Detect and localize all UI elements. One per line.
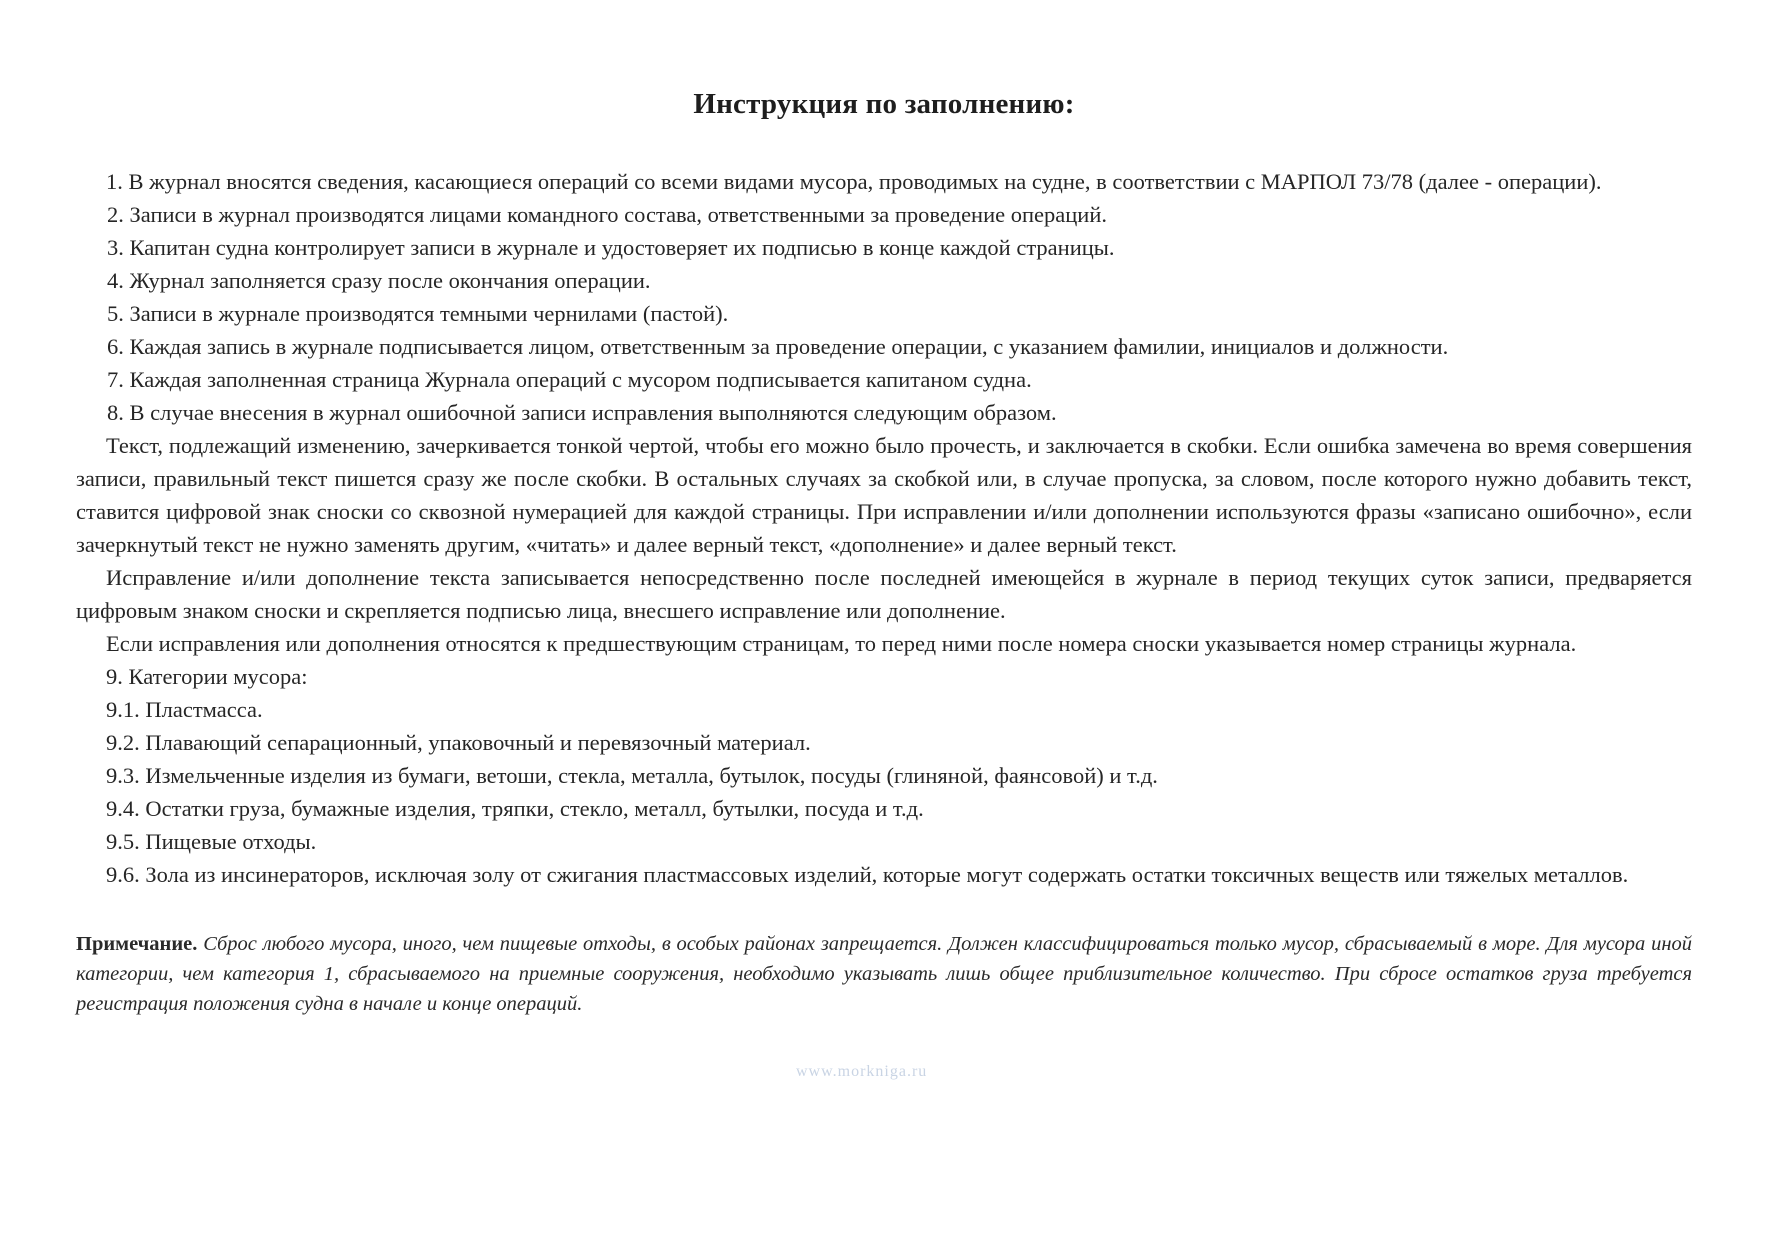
instruction-item-4: 4. Журнал заполняется сразу после окончания операции. (107, 268, 651, 293)
instruction-page (76, 88, 1692, 1019)
category-item-2: 9.2. Плавающий сепарационный, упаковочный и перевязочный материал. (106, 730, 811, 755)
correction-paragraph-1: Текст, подлежащий изменению, зачеркивается тонкой чертой, чтобы его можно было прочесть, и заключается в скобки. Если ошибка замечена во время совершения записи, правильный текст пишется сразу же после скобки. В остальных случаях за скобкой или, в случае пропуска, за словом, после которого нужно добавить текст, ставится цифровой знак сноски со сквозной нумерацией для каждой страницы. При исправлении и/или дополнении используются фразы «записано ошибочно», если зачеркнутый текст не нужно заменять другим, «читать» и далее верный текст, «дополнение» и далее верный текст. (76, 433, 1692, 557)
category-item-1: 9.1. Пластмасса. (106, 697, 263, 722)
category-item-6: 9.6. Зола из инсинераторов, исключая золу от сжигания пластмассовых изделий, которые могут содержать остатки токсичных веществ или тяжелых металлов. (106, 862, 1629, 887)
page-title: Инструкция по заполнению: (693, 88, 1075, 120)
category-item-4: 9.4. Остатки груза, бумажные изделия, тряпки, стекло, металл, бутылки, посуда и т.д. (106, 796, 924, 821)
category-item-5: 9.5. Пищевые отходы. (106, 829, 317, 854)
instruction-item-8: 8. В случае внесения в журнал ошибочной записи исправления выполняются следующим образом. (107, 400, 1057, 425)
note-label: Примечание. (76, 933, 198, 955)
correction-paragraph-2: Исправление и/или дополнение текста записывается непосредственно после последней имеющейся в журнале в период текущих суток записи, предваряется цифровым знаком сноски и скрепляется подписью лица, внесшего исправление или дополнение. (76, 565, 1692, 623)
instruction-item-3: 3. Капитан судна контролирует записи в журнале и удостоверяет их подписью в конце каждой страницы. (107, 235, 1115, 260)
watermark: www.morkniga.ru (796, 1063, 928, 1080)
category-item-3: 9.3. Измельченные изделия из бумаги, ветоши, стекла, металла, бутылок, посуды (глиняной, фаянсовой) и т.д. (106, 763, 1158, 788)
instruction-item-7: 7. Каждая заполненная страница Журнала операций с мусором подписывается капитаном судна. (107, 367, 1032, 392)
correction-paragraph-3: Если исправления или дополнения относятся к предшествующим страницам, то перед ними после номера сноски указывается номер страницы журнала. (106, 631, 1577, 656)
instruction-body (76, 165, 1692, 891)
instruction-item-1: 1. В журнал вносятся сведения, касающиеся операций со всеми видами мусора, проводимых на судне, в соответствии с МАРПОЛ 73/78 (далее - операции). (106, 169, 1602, 194)
categories-heading: 9. Категории мусора: (106, 664, 308, 689)
note-block (76, 929, 1692, 1019)
instruction-item-5: 5. Записи в журнале производятся темными чернилами (пастой). (107, 301, 729, 326)
instruction-item-6: 6. Каждая запись в журнале подписывается лицом, ответственным за проведение операции, с указанием фамилии, инициалов и должности. (107, 334, 1449, 359)
instruction-item-2: 2. Записи в журнал производятся лицами командного состава, ответственными за проведение операций. (107, 202, 1108, 227)
note-text: Сброс любого мусора, иного, чем пищевые отходы, в особых районах запрещается. Должен классифицироваться только мусор, сбрасываемый в море. Для мусора иной категории, чем категория 1, сбрасываемого на приемные сооружения, необходимо указывать лишь общее приблизительное количество. При сбросе остатков груза требуется регистрация положения судна в начале и конце операций. (76, 933, 1692, 1015)
